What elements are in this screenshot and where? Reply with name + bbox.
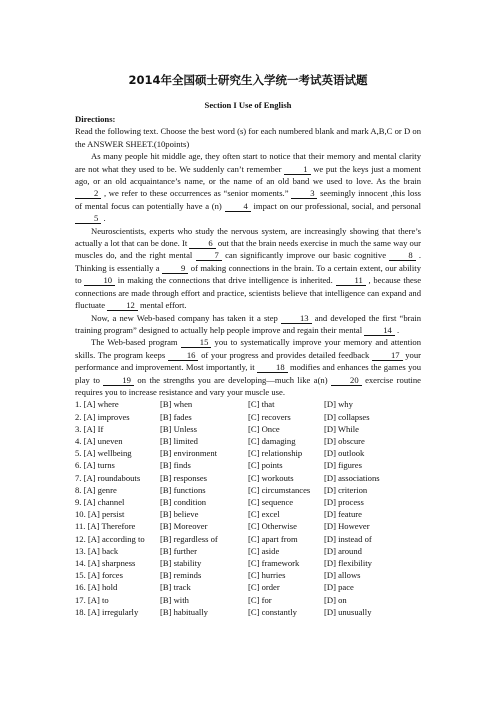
option-a: 10. [A] persist [75, 509, 125, 520]
option-a: 12. [A] according to [75, 533, 145, 544]
option-b: [B] habitually [160, 606, 208, 617]
option-c: [C] that [248, 399, 275, 410]
passage-text: can significantly improve our basic cognitive [221, 250, 390, 261]
blank-7: 7 [196, 250, 222, 261]
option-a: 7. [A] roundabouts [75, 472, 141, 483]
directions-text: Read the following text. Choose the best word (s) for each numbered blank and mark A,B,C or D on the ANSWER SHEET.(10points) [75, 126, 421, 149]
passage-text: . [101, 213, 106, 224]
passage-text: mental effort. [137, 300, 187, 311]
option-d: [D] figures [324, 460, 362, 471]
option-b: [B] reminds [160, 570, 202, 581]
blank-10: 10 [84, 275, 115, 286]
option-a: 3. [A] If [75, 423, 104, 434]
blank-14: 14 [364, 325, 395, 336]
option-a: 9. [A] channel [75, 496, 125, 507]
option-c: [C] sequence [248, 496, 294, 507]
blank-6: 6 [189, 238, 215, 249]
option-c: [C] excel [248, 509, 280, 520]
option-row [75, 581, 421, 593]
option-b: [B] functions [160, 484, 206, 495]
option-d: [D] around [324, 545, 362, 556]
passage-text: impact on our professional, social, and personal [250, 200, 421, 211]
paragraph-1 [75, 150, 421, 224]
option-row [75, 472, 421, 484]
passage-text: The Web-based program [91, 337, 181, 348]
option-a: 8. [A] genre [75, 484, 117, 495]
passage-text: and developed the first “brain training program” designed to actually help people improve and regain their mental [75, 312, 421, 335]
paragraph-3 [75, 312, 421, 337]
passage-text: out that the brain needs exercise in much the same way our muscles do, and the right mental [75, 238, 421, 261]
blank-5: 5 [75, 213, 101, 224]
section-heading: Section I Use of English [204, 100, 292, 110]
option-c: [C] aside [248, 545, 280, 556]
option-b: [B] Moreover [160, 521, 208, 532]
option-row [75, 411, 421, 423]
option-d: [D] associations [324, 472, 380, 483]
option-d: [D] flexibility [324, 557, 372, 568]
blank-1: 1 [284, 164, 310, 175]
passage-text: , we refer to these occurrences as “senior moments.” [101, 188, 292, 199]
option-c: [C] circumstances [248, 484, 311, 495]
option-d: [D] outlook [324, 448, 365, 459]
option-row [75, 423, 421, 435]
option-d: [D] feature [324, 509, 362, 520]
option-c: [C] for [248, 594, 272, 605]
option-c: [C] Once [248, 423, 280, 434]
option-b: [B] finds [160, 460, 191, 471]
blank-15: 15 [181, 337, 212, 348]
option-row [75, 496, 421, 508]
passage-text: of making connections in the brain. To a certain extent, our ability to [75, 262, 421, 286]
option-row [75, 447, 421, 459]
option-row [75, 557, 421, 569]
option-c: [C] workouts [248, 472, 294, 483]
option-a: 14. [A] sharpness [75, 557, 136, 568]
option-a: 16. [A] hold [75, 582, 118, 593]
option-b: [B] limited [160, 435, 198, 446]
option-row [75, 594, 421, 606]
option-row [75, 533, 421, 545]
option-d: [D] unusually [324, 606, 372, 617]
option-a: 13. [A] back [75, 545, 119, 556]
option-d: [D] on [324, 594, 347, 605]
content [75, 113, 421, 618]
blank-11: 11 [336, 275, 366, 286]
blank-18: 18 [257, 362, 288, 373]
option-b: [B] Unless [160, 423, 197, 434]
option-b: [B] with [160, 594, 189, 605]
option-b: [B] condition [160, 496, 207, 507]
passage-text: of your progress and provides detailed feedback [198, 349, 372, 360]
option-b: [B] regardless of [160, 533, 218, 544]
option-c: [C] points [248, 460, 283, 471]
option-c: [C] recovers [248, 411, 291, 422]
passage-text: we put the keys just a moment ago, or an old acquaintance’s name, or the name of an old band we used to love. As the brain [75, 163, 421, 187]
passage-text: in making the connections that drive intelligence is inherited. [115, 275, 336, 286]
option-d: [D] obscure [324, 435, 365, 446]
option-row [75, 398, 421, 410]
option-d: [D] However [324, 521, 370, 532]
option-b: [B] believe [160, 509, 199, 520]
blank-20: 20 [331, 375, 362, 386]
option-a: 1. [A] where [75, 399, 119, 410]
option-c: [C] constantly [248, 606, 297, 617]
directions-label: Directions: [75, 114, 116, 124]
option-a: 11. [A] Therefore [75, 521, 136, 532]
passage-text: you to systematically improve your memory and attention skills. The program keeps [75, 337, 421, 360]
option-b: [B] track [160, 582, 191, 593]
option-b: [B] stability [160, 557, 202, 568]
blank-4: 4 [225, 201, 251, 212]
passage-text: modifies and enhances the games you play to [75, 362, 421, 385]
option-row [75, 545, 421, 557]
option-a: 5. [A] wellbeing [75, 448, 132, 459]
blank-17: 17 [372, 350, 403, 361]
option-d: [D] process [324, 496, 364, 507]
passage-text: . Thinking is essentially a [75, 250, 422, 273]
exam-title: 2014年全国硕士研究生入学统一考试英语试题 [128, 73, 368, 87]
blank-13: 13 [281, 313, 312, 324]
option-c: [C] apart from [248, 533, 298, 544]
option-row [75, 520, 421, 532]
passage-text: . [394, 324, 400, 335]
blank-2: 2 [75, 188, 101, 199]
option-b: [B] environment [160, 448, 218, 459]
option-a: 4. [A] uneven [75, 435, 123, 446]
passage-text: your performance and improvement. Most importantly, it [75, 349, 421, 373]
option-c: [C] relationship [248, 448, 303, 459]
option-d: [D] While [324, 423, 359, 434]
option-a: 15. [A] forces [75, 570, 123, 581]
paragraph-4 [75, 336, 421, 398]
passage-text: Neuroscientists, experts who study the nervous system, are increasingly showing that there’s actually a lot that can be done. It [75, 225, 421, 249]
passage-text: , because these connections are made through effort and practice, scientists believe that intelligence can expand and fluctuate [75, 275, 422, 311]
blank-12: 12 [107, 300, 138, 311]
option-c: [C] hurries [248, 570, 286, 581]
blank-8: 8 [389, 250, 415, 261]
passage-text: seemingly innocent ,this loss of mental focus can potentially have a (n) [75, 188, 422, 211]
option-a: 18. [A] irregularly [75, 606, 139, 617]
option-a: 17. [A] to [75, 594, 109, 605]
paragraph-2 [75, 225, 421, 312]
option-d: [D] instead of [324, 533, 372, 544]
option-row [75, 435, 421, 447]
option-d: [D] why [324, 399, 353, 410]
option-row [75, 569, 421, 581]
blank-16: 16 [168, 350, 199, 361]
option-row [75, 484, 421, 496]
blank-9: 9 [162, 263, 188, 274]
option-row [75, 459, 421, 471]
option-d: [D] criterion [324, 484, 368, 495]
option-row [75, 606, 421, 618]
passage-text: on the strengths you are developing—much like a(n) [133, 374, 332, 385]
option-c: [C] order [248, 582, 280, 593]
option-b: [B] fades [160, 411, 192, 422]
option-b: [B] further [160, 545, 197, 556]
option-a: 6. [A] turns [75, 460, 115, 471]
passage-text: Now, a new Web-based company has taken it a step [91, 312, 281, 323]
option-b: [B] responses [160, 472, 208, 483]
option-c: [C] damaging [248, 435, 296, 446]
option-d: [D] pace [324, 582, 354, 593]
option-row [75, 508, 421, 520]
options-table [75, 398, 421, 618]
blank-19: 19 [103, 375, 134, 386]
passage-text: As many people hit middle age, they often start to notice that their memory and mental clarity are not what they used to be. We suddenly can’t remember [75, 151, 421, 174]
blank-3: 3 [291, 188, 317, 199]
passage-text: exercise routine requires you to increase resistance and vary your muscle use. [75, 374, 421, 397]
option-c: [C] Otherwise [248, 521, 297, 532]
option-c: [C] framework [248, 557, 300, 568]
option-b: [B] when [160, 399, 193, 410]
option-d: [D] allows [324, 570, 361, 581]
option-a: 2. [A] improves [75, 411, 130, 422]
option-d: [D] collapses [324, 411, 370, 422]
